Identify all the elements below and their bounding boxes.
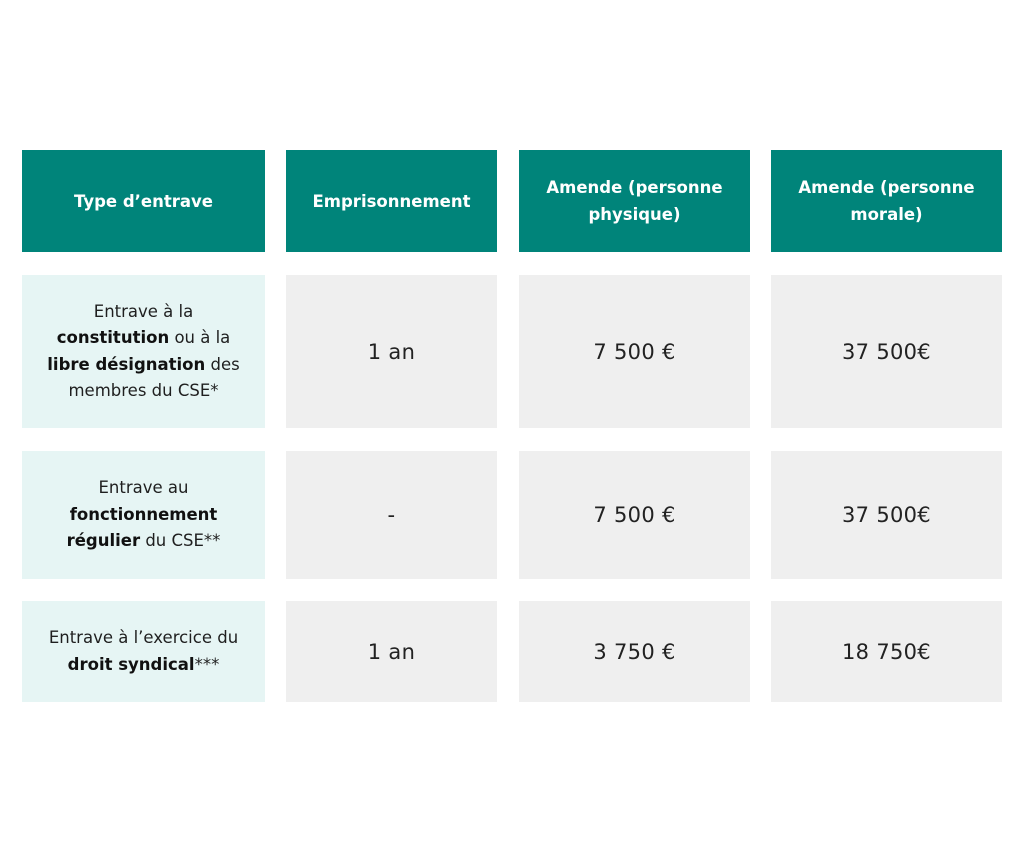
table-row-3-amende-physique [519,601,750,702]
table-row-2-emprisonnement [286,451,497,579]
table-row-2-amende-morale [771,451,1002,579]
cell-value: - [387,503,396,527]
cell-value: 7 500 € [593,339,676,364]
header-amende-morale [771,150,1002,252]
cell-value: 37 500€ [842,339,931,364]
header-label: Amende (personne morale) [798,178,975,224]
type-text: Entrave au [98,478,189,498]
table-row-1-amende-morale [771,275,1002,428]
cell-value: 1 an [367,639,416,664]
type-text-bold: droit syndical [67,654,195,674]
table-row-2-type [22,451,265,579]
type-text-bold: constitution [56,328,170,347]
type-text: du CSE** [140,531,221,551]
table-row-3-amende-morale [771,601,1002,702]
type-text: *** [194,654,220,674]
type-text: Entrave à l’exercice du [48,628,239,647]
table-row-3-type [22,601,265,702]
table-row-1-emprisonnement [286,275,497,428]
header-type-entrave [22,150,265,252]
type-text: ou à la [169,328,231,347]
table-row-2-amende-physique [519,451,750,579]
header-emprisonnement [286,150,497,252]
table-row-1-type [22,275,265,428]
header-amende-physique [519,150,750,252]
type-text: Entrave à la [93,301,194,321]
header-label: Amende (personne physique) [546,178,723,224]
type-text: des membres du CSE* [68,354,240,400]
cell-value: 7 500 € [593,503,676,527]
header-label: Type d’entrave [74,191,213,211]
cell-value: 18 750€ [842,639,931,664]
header-label: Emprisonnement [312,191,471,211]
type-text-bold: libre désignation [47,354,206,374]
cell-value: 1 an [367,339,416,364]
cell-value: 37 500€ [842,503,931,527]
table-row-3-emprisonnement [286,601,497,702]
table-row-1-amende-physique [519,275,750,428]
type-text-bold: fonctionnement régulier [66,504,218,551]
cell-value: 3 750 € [593,639,676,664]
